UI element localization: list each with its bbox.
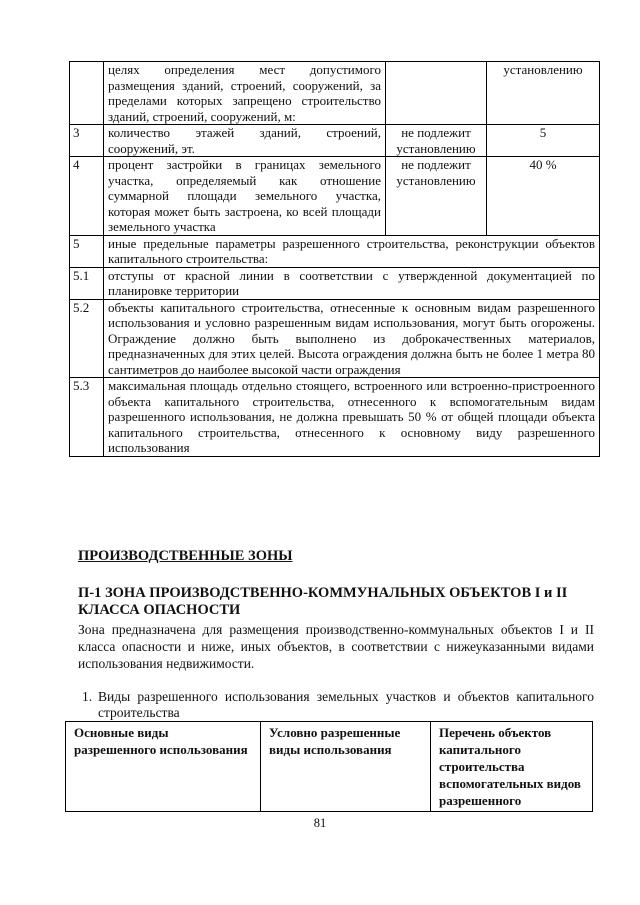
row-number: 4 xyxy=(70,157,104,236)
table-row xyxy=(70,125,600,157)
row-description: объекты капитального строительства, отнесенные к основным видам разрешенного использования и условно разрешенным видам использования, могут быть огорожены. Ограждение должно быть выполнено из доброкачественных материалов, предназначенных для этих целей. Высота ограждения должна быть не более 1 метра 80 сантиметров до наиболее высокой части ограждения xyxy=(104,299,600,378)
row-value-right: 40 % xyxy=(487,157,600,236)
row-number: 5 xyxy=(70,235,104,267)
page-number: 81 xyxy=(313,816,327,830)
header-main-types: Основные виды разрешенного использования xyxy=(66,722,261,812)
header-auxiliary-types: Перечень объектов капитального строительства вспомогательных видов разрешенного xyxy=(431,722,593,812)
row-value-right: установлению xyxy=(487,62,600,125)
row-number: 5.3 xyxy=(70,378,104,457)
row-number: 3 xyxy=(70,125,104,157)
row-description: максимальная площадь отдельно стоящего, встроенного или встроенно-пристроенного объекта капитального строительства, отнесенного к вспомогательным видам разрешенного использования, не должна превышать 50 % от общей площади объекта капитального строительства, отнесенного к основному виду разрешенного использования xyxy=(104,378,600,457)
row-value-mid: не подлежит установлению xyxy=(386,125,487,157)
table-row xyxy=(70,378,600,457)
row-value-mid: не подлежит установлению xyxy=(386,157,487,236)
zone-title: П-1 ЗОНА ПРОИЗВОДСТВЕННО-КОММУНАЛЬНЫХ ОБЪЕКТОВ I и II КЛАССА ОПАСНОСТИ xyxy=(78,585,568,618)
section-title: ПРОИЗВОДСТВЕННЫЕ ЗОНЫ xyxy=(78,548,293,564)
table-row xyxy=(70,235,600,267)
table-row xyxy=(70,62,600,125)
row-description: отступы от красной линии в соответствии с утвержденной документацией по планировке территории xyxy=(104,267,600,299)
header-conditional-types: Условно разрешенные виды использования xyxy=(261,722,431,812)
row-description: количество этажей зданий, строений, сооружений, эт. xyxy=(104,125,386,157)
usage-types-table xyxy=(65,721,593,812)
row-description: целях определения мест допустимого размещения зданий, строений, сооружений, за пределами которых запрещено строительство зданий, строений, сооружений, м: xyxy=(104,62,386,125)
list-item-number: 1. xyxy=(82,689,93,704)
row-number xyxy=(70,62,104,125)
list-item xyxy=(82,689,594,721)
row-description: процент застройки в границах земельного участка, определяемый как отношение суммарной площади земельного участка, которая может быть застроена, ко всей площади земельного участка xyxy=(104,157,386,236)
table-row xyxy=(70,267,600,299)
row-number: 5.1 xyxy=(70,267,104,299)
parameters-table xyxy=(69,61,600,457)
row-description: иные предельные параметры разрешенного строительства, реконструкции объектов капитального строительства: xyxy=(104,235,600,267)
table-row xyxy=(70,299,600,378)
zone-description: Зона предназначена для размещения производственно-коммунальных объектов I и II класса опасности и ниже, иных объектов, в соответствии с нижеуказанными видами использования недвижимости. xyxy=(78,622,594,671)
table-row xyxy=(70,157,600,236)
row-value-mid xyxy=(386,62,487,125)
list-item-text: Виды разрешенного использования земельных участков и объектов капитального строительства xyxy=(98,689,594,720)
row-value-right: 5 xyxy=(487,125,600,157)
row-number: 5.2 xyxy=(70,299,104,378)
table-header-row xyxy=(66,722,593,812)
